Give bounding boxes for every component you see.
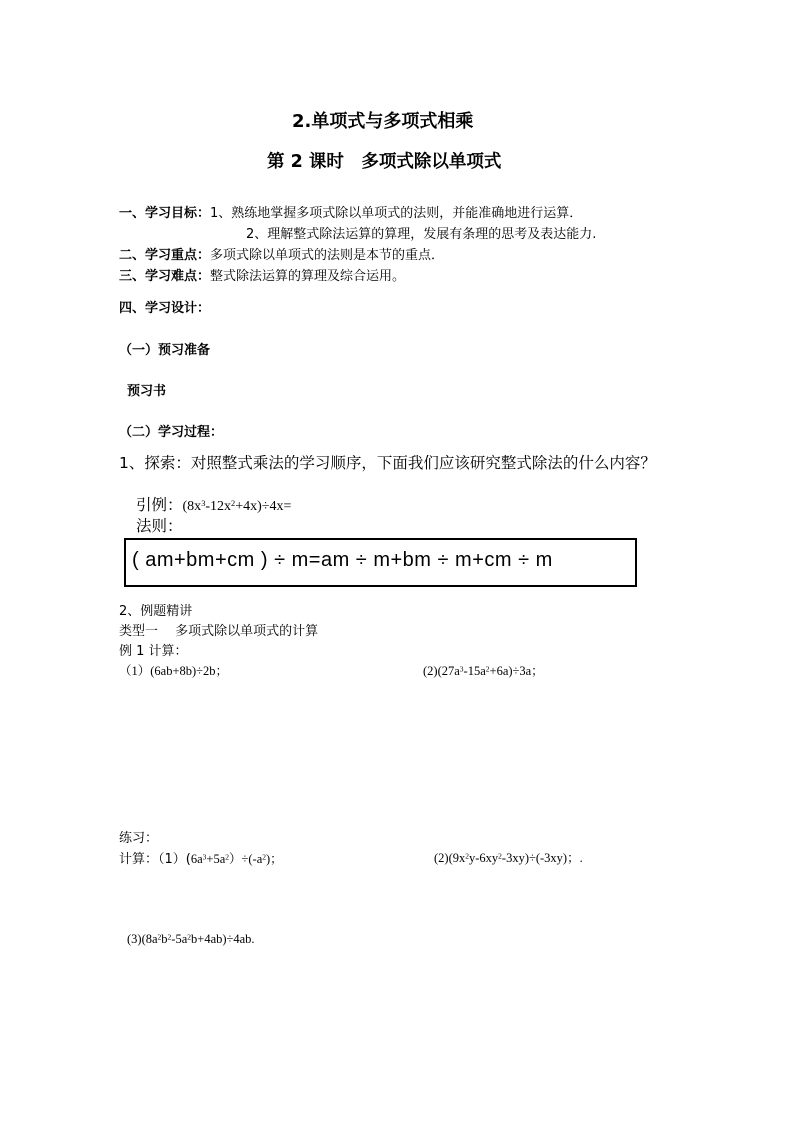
intro-expr-part: -12x bbox=[205, 499, 232, 514]
expr-exp: 2 bbox=[498, 851, 502, 861]
expr-part: (2)(9x bbox=[434, 851, 466, 865]
type-1-heading: 类型一 多项式除以单项式的计算 bbox=[119, 624, 319, 639]
key-point-label: 二、学习重点： bbox=[119, 248, 211, 263]
expr-part: -3xy)÷(-3xy)；. bbox=[501, 851, 583, 865]
example-1-q1: （1）(6ab+8b)÷2b； bbox=[119, 664, 229, 678]
difficulty-section bbox=[119, 265, 405, 284]
practice-q1 bbox=[119, 848, 283, 867]
expr-exp: 2 bbox=[485, 664, 490, 674]
expr-part: b bbox=[161, 932, 168, 946]
rule-label: 法则： bbox=[136, 517, 183, 535]
prep-book: 预习书 bbox=[127, 384, 167, 399]
expr-exp: 3 bbox=[459, 664, 464, 674]
process-heading: （二）学习过程： bbox=[119, 425, 224, 440]
lesson-subtitle: 第 2 课时 多项式除以单项式 bbox=[267, 152, 502, 172]
example-1-label: 例 1 计算： bbox=[119, 644, 188, 659]
expr-part: (2)(27a bbox=[423, 664, 460, 678]
objectives-label: 一、学习目标： bbox=[119, 206, 211, 221]
practice-q3 bbox=[127, 932, 255, 947]
expr-part: ）÷(-a bbox=[229, 852, 263, 866]
expr-exp: 2 bbox=[465, 851, 469, 861]
intro-expr-exp: 3 bbox=[201, 498, 206, 508]
rule-formula: ( am+bm+cm ) ÷ m=am ÷ m+bm ÷ m+cm ÷ m bbox=[132, 549, 553, 571]
expr-exp: 2 bbox=[167, 932, 172, 942]
expr-exp: 2 bbox=[187, 932, 192, 942]
page-title: 2.单项式与多项式相乘 bbox=[292, 111, 474, 132]
intro-example-label: 引例： bbox=[136, 496, 183, 514]
expr-part: +5a bbox=[206, 852, 226, 866]
expr-part: +6a)÷3a； bbox=[489, 664, 544, 678]
expr-exp: 2 bbox=[157, 932, 162, 942]
design-heading: 四、学习设计： bbox=[119, 301, 211, 316]
difficulty-text: 整式除法运算的算理及综合运用。 bbox=[210, 269, 406, 284]
prep-heading: （一）预习准备 bbox=[119, 343, 211, 358]
example-1-q2 bbox=[423, 661, 544, 679]
expr-exp: 3 bbox=[202, 852, 207, 862]
explore-question: 1、探索：对照整式乘法的学习顺序，下面我们应该研究整式除法的什么内容？ bbox=[119, 454, 656, 472]
expr-part: (3)(8a bbox=[127, 932, 158, 946]
expr-part: +4ab)÷4ab. bbox=[197, 932, 255, 946]
expr-part: )； bbox=[266, 852, 283, 866]
expr-part: b bbox=[191, 932, 198, 946]
expr-part: 6a bbox=[190, 852, 203, 866]
intro-example bbox=[136, 493, 291, 515]
expr-part: -15a bbox=[463, 664, 486, 678]
intro-expr-exp: 2 bbox=[231, 498, 236, 508]
practice-q1-prefix: 计算：（1）( bbox=[119, 852, 191, 867]
objective-1: 1、熟练地掌握多项式除以单项式的法则，并能准确地进行运算． bbox=[210, 206, 583, 221]
expr-part: -5a bbox=[171, 932, 188, 946]
expr-exp: 2 bbox=[262, 852, 266, 862]
objectives-section bbox=[119, 202, 582, 221]
key-point-section bbox=[119, 244, 444, 263]
intro-expr-part: +4x)÷4x= bbox=[235, 499, 292, 514]
practice-q2 bbox=[434, 848, 583, 866]
difficulty-label: 三、学习难点： bbox=[119, 269, 211, 284]
expr-part: y-6xy bbox=[469, 851, 499, 865]
expr-exp: 2 bbox=[225, 852, 230, 862]
key-point-text: 多项式除以单项式的法则是本节的重点． bbox=[210, 248, 445, 263]
objective-2: 2、理解整式除法运算的算理，发展有条理的思考及表达能力. bbox=[246, 227, 597, 242]
practice-label: 练习： bbox=[119, 831, 159, 846]
rule-formula-box bbox=[124, 538, 637, 587]
intro-expr-part: (8x bbox=[182, 499, 202, 514]
examples-heading: 2、例题精讲 bbox=[119, 604, 193, 619]
